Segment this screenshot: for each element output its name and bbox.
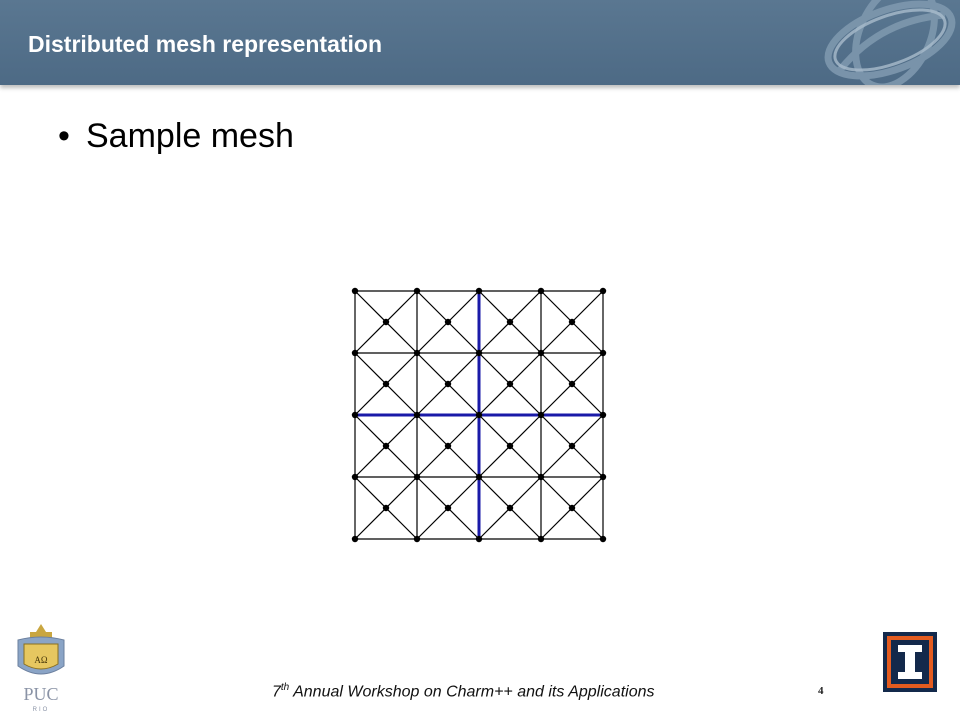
mesh-vertex xyxy=(352,288,358,294)
bullet-dot: • xyxy=(58,117,70,155)
mesh-center-vertex xyxy=(507,443,513,449)
mesh-center-vertex xyxy=(383,505,389,511)
footer-text xyxy=(272,682,654,701)
footer-ordinal-suffix: th xyxy=(280,682,290,693)
mesh-center-vertex xyxy=(445,319,451,325)
slide-header xyxy=(0,0,960,85)
mesh-vertex xyxy=(352,474,358,480)
mesh-center-vertex xyxy=(507,381,513,387)
mesh-vertex xyxy=(538,474,544,480)
mesh-vertex xyxy=(414,474,420,480)
mesh-vertex xyxy=(538,412,544,418)
bullet-item xyxy=(58,118,294,155)
mesh-vertex xyxy=(476,536,482,542)
mesh-center-vertex xyxy=(383,319,389,325)
mesh-center-vertex xyxy=(569,319,575,325)
mesh-vertex xyxy=(538,536,544,542)
mesh-center-vertex xyxy=(569,443,575,449)
mesh-vertex xyxy=(600,474,606,480)
mesh-vertex xyxy=(414,350,420,356)
mesh-vertex xyxy=(476,350,482,356)
mesh-vertex xyxy=(352,412,358,418)
mesh-center-vertex xyxy=(569,381,575,387)
mesh-vertex xyxy=(476,474,482,480)
mesh-vertex xyxy=(414,412,420,418)
mesh-center-vertex xyxy=(507,319,513,325)
page-number: 4 xyxy=(818,685,824,697)
slide-footer xyxy=(0,682,960,702)
mesh-vertex xyxy=(414,288,420,294)
mesh-vertex xyxy=(476,288,482,294)
puc-text: PUC xyxy=(23,684,59,704)
mesh-vertex xyxy=(600,288,606,294)
slide-title: Distributed mesh representation xyxy=(28,31,383,57)
mesh-vertex xyxy=(352,350,358,356)
mesh-center-vertex xyxy=(445,443,451,449)
mesh-vertex xyxy=(414,536,420,542)
mesh-center-vertex xyxy=(383,381,389,387)
bullet-text: Sample mesh xyxy=(86,117,294,155)
sample-mesh-diagram xyxy=(344,280,616,552)
mesh-center-vertex xyxy=(445,381,451,387)
svg-text:AΩ: AΩ xyxy=(34,655,48,665)
mesh-vertex xyxy=(600,412,606,418)
footer-rest: Annual Workshop on Charm++ and its Applications xyxy=(289,683,655,701)
charm-emblem-watermark-icon xyxy=(760,0,960,85)
mesh-vertex xyxy=(600,536,606,542)
mesh-vertex xyxy=(538,288,544,294)
mesh-center-vertex xyxy=(507,505,513,511)
mesh-center-vertex xyxy=(569,505,575,511)
footer-ordinal: 7 xyxy=(272,683,281,701)
mesh-vertex xyxy=(600,350,606,356)
mesh-vertex xyxy=(538,350,544,356)
rio-text: RIO xyxy=(32,707,50,713)
mesh-center-vertex xyxy=(383,443,389,449)
mesh-center-vertex xyxy=(445,505,451,511)
mesh-vertex xyxy=(352,536,358,542)
mesh-vertex xyxy=(476,412,482,418)
